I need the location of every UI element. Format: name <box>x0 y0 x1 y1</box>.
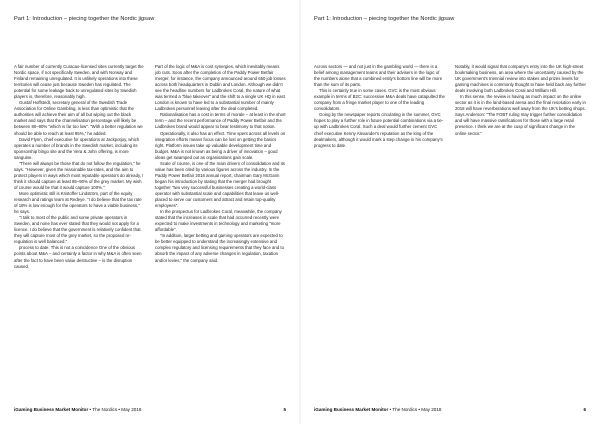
paragraph: "In addition, larger betting and gaming operators are expected to be better equipped to understand the increasingly extensive and complex regulatory and licensing requirements that they face and to absorb the impact of any adverse changes in regulation, taxation and/or levies," the company said. <box>155 233 284 263</box>
paragraph: Rationalisation has a cost in terms of morale – at least in the short term – and the recent performance of Paddy Power Betfair and the Ladbrokes brand would appear to bear testimony to that notion. <box>155 112 286 130</box>
page-number: 5 <box>283 407 286 412</box>
page-footer <box>314 407 586 412</box>
column-1 <box>314 64 445 149</box>
paragraph: Part of the logic of M&A is cost synergies, which inevitably means job cuts. Soon after the completion of the Paddy Power Betfair merger, for instance, the company announced around 650 job losses across both headquarters in Dublin and London. Although we didn't see the headline numbers for Ladbrokes Coral, the nature of what was termed a "blue takeover" and the shift to a single UK HQ in east London is known to have led to a substantial number of mainly Ladbrokes personnel leaving after the deal completed. <box>155 64 286 112</box>
column-2 <box>155 64 286 270</box>
running-head: Part 1: Introduction – piecing together the Nordic jigsaw <box>14 16 155 22</box>
paragraph: More optimistic still is Kristoffer Lindström, part of the equity research and ratings team at Redeye. "I do believe that the tax rate of 18% is low enough for the operators to have a viable business," he says. <box>14 190 142 215</box>
page-number: 6 <box>583 407 586 412</box>
paragraph: Gustaf Hoffstedt, secretary general of the Swedish Trade Association for Online Gambling, is less than optimistic that the authorities will achieve their aim of all but wiping out the black market and says that the channelisation percentage will likely be between 80–90% "which is far too low". "With a better regulation we should be able to reach at least 95%," he added. <box>14 100 143 136</box>
paragraph: "I talk to most of the public and some private operators in Sweden, and none has ever stated that they would not apply for a licence. I do believe that the government is relatively confident that they will capture most of the grey market, so the proposed re-regulation is well balanced." <box>14 215 141 245</box>
footer-issue: • The Nordics • May 2018 <box>88 407 142 412</box>
column-2 <box>455 64 586 149</box>
footer-brand: iGaming Business Market Monitor <box>314 407 389 412</box>
paragraph: A fair number of currently Curacao-licensed sites currently target the Nordic space, if not specifically Sweden, and with Norway and Finland remaining unregulated. It is unlikely operations into these territories will cease just because Sweden has regulated. The potential for some leakage back to unregulated sites by Swedish players is, therefore, reasonably high. <box>14 64 144 100</box>
column-1 <box>14 64 145 270</box>
body-columns <box>14 64 286 270</box>
paragraph: "There will always be those that do not follow the regulation," he says. "However, given the reasonable tax-rates, and the aim to protect players in ways which most reputable operators do already, I think it should capture at least 85–90% of the grey market. My wish of course would be that it would capture 100%." <box>14 160 144 190</box>
footer-publication <box>14 407 141 412</box>
footer-brand: iGaming Business Market Monitor <box>14 407 89 412</box>
page-footer <box>14 407 286 412</box>
footer-publication <box>314 407 441 412</box>
paragraph: Notably, it would signal that company's entry into the UK high-street bookmaking business, an area where the uncertainty caused by the UK government's triennial review into stakes and prizes levels for gaming machines is commonly thought to have held back any further deals involving both Ladbrokes Coral and William Hill. <box>455 64 586 94</box>
running-head: Part 1: Introduction – piecing together the Nordic jigsaw <box>314 16 455 22</box>
page-right <box>300 0 600 424</box>
footer-issue: • The Nordics • May 2018 <box>388 407 442 412</box>
paragraph: Across sectors — and not just in the gambling world — there is a belief among management teams and their advisers in the logic of the numbers alone that a combined entity's bottom line will be more than the sum of its parts. <box>314 64 443 88</box>
body-columns <box>314 64 586 149</box>
paragraph: Scale of course, is one of the main drivers of consolidation and its value has been cited by various figures across the industry. In the Paddy Power Betfair 2016 annual report, chairman Gary McGann began his introduction by stating that the merger had brought together "two very successful businesses creating a world-class operator with substantial scale and capabilities that leave us well-placed to serve our customers and attract and retain top-quality employees". <box>155 160 285 209</box>
paragraph: Operationally, it also has an effect. Time spent across all levels on integration efforts means focus can be lost on getting the basics right. Platform issues take up valuable development time and budget. M&A is not known as being a driver of innovation – good ideas get swamped out as organisations gain scale. <box>155 130 286 160</box>
paragraph: This is certainly true in some cases. GVC is the most obvious example in terms of B2C: successive M&A deals have catapulted the company from a fringe market player to one of the leading consolidators. <box>314 88 445 112</box>
paragraph: process to date. This is not a coincidence One of the obvious points about M&A – and certainly a factor in why M&A is often seen after the fact to have been value destructive – is the disruption caused. <box>14 245 142 269</box>
paragraph: In this sense, the review is having as much impact on the online sector as it is in the land-based arena and the final resolution early in 2018 will have reverberations well away from the UK's betting shops. Says Anderson: "The FOBT ruling may trigger further consolidation and will have massive ramifications for those with a large retail presence. I think we are at the cusp of significant change in the online sector." <box>455 94 586 136</box>
paragraph: In the prospectus for Ladbrokes Coral, meanwhile, the company stated that the increases in scale that had occurred recently were expected to make investments in technology and marketing "more affordable". <box>155 209 282 233</box>
paragraph: David Flynn, chief executive for operations at Jackpotjoy, which operates a number of brands in the Swedish market, including its sponsorship bingo site and the Vera & John offering, is more sanguine. <box>14 136 140 160</box>
paragraph: Going by the newspaper reports circulating in the summer, GVC hopes to play a further role in future potential combinations via a tie-up with Ladbrokes Coral. Such a deal would further cement GVC chief executive Kenny Alexander's reputation as the king of the dealmakers, although it would mark a step change in his company's progress to date. <box>314 112 444 148</box>
